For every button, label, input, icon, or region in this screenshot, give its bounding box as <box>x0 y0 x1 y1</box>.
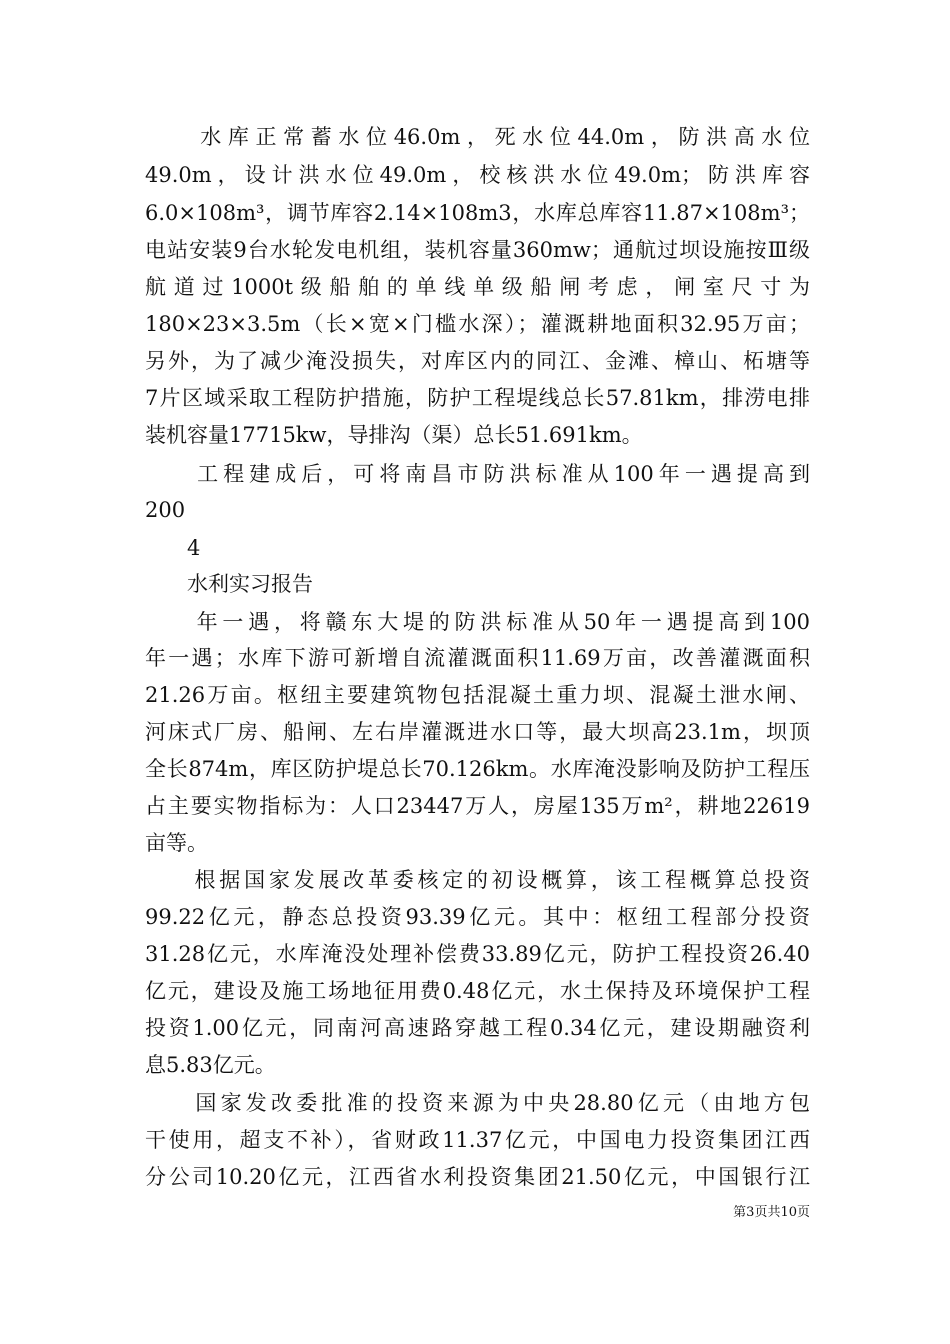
text-line: 年一遇，将赣东大堤的防洪标准从50年一遇提高到100 <box>145 610 810 634</box>
text-line: 装机容量17715kw，导排沟（渠）总长51.691km。 <box>145 423 643 447</box>
text-line: 6.0×108m³，调节库容2.14×108m3，水库总库容11.87×108m³； <box>145 201 810 225</box>
text-line: 200 <box>145 498 186 522</box>
text-line: 投资1.00亿元，同南河高速路穿越工程0.34亿元，建设期融资利 <box>145 1016 810 1040</box>
text-line: 电站安装9台水轮发电机组，装机容量360mw；通航过坝设施按Ⅲ级 <box>145 238 810 262</box>
text-line: 息5.83亿元。 <box>145 1053 276 1077</box>
text-line: 全长874m，库区防护堤总长70.126km。水库淹没影响及防护工程压 <box>145 757 810 781</box>
text-line: 21.26万亩。枢纽主要建筑物包括混凝土重力坝、混凝土泄水闸、 <box>145 683 810 707</box>
text-line: 分公司10.20亿元，江西省水利投资集团21.50亿元，中国银行江 <box>145 1165 810 1189</box>
text-line: 年一遇；水库下游可新增自流灌溉面积11.69万亩，改善灌溉面积 <box>145 646 810 670</box>
text-line: 航道过1000t级船舶的单线单级船闸考虑，闸室尺寸为 <box>145 275 810 299</box>
text-line: 国家发改委批准的投资来源为中央28.80亿元（由地方包 <box>145 1091 810 1115</box>
text-line: 占主要实物指标为：人口23447万人，房屋135万m²，耕地22619 <box>145 794 810 818</box>
text-line: 7片区域采取工程防护措施，防护工程堤线总长57.81km，排涝电排 <box>145 386 810 410</box>
section-heading: 水利实习报告 <box>145 572 313 596</box>
text-line: 河床式厂房、船闸、左右岸灌溉进水口等，最大坝高23.1m，坝顶 <box>145 720 810 744</box>
text-line: 99.22亿元，静态总投资93.39亿元。其中：枢纽工程部分投资 <box>145 905 810 929</box>
text-line: 根据国家发展改革委核定的初设概算，该工程概算总投资 <box>145 868 810 892</box>
page-footer: 第3页共10页 <box>733 1205 810 1220</box>
text-line: 亿元，建设及施工场地征用费0.48亿元，水土保持及环境保护工程 <box>145 979 810 1003</box>
text-line: 180×23×3.5m（长×宽×门槛水深）；灌溉耕地面积32.95万亩； <box>145 312 810 336</box>
text-line: 水库正常蓄水位46.0m，死水位44.0m，防洪高水位 <box>145 125 810 149</box>
text-line: 干使用，超支不补），省财政11.37亿元，中国电力投资集团江西 <box>145 1128 810 1152</box>
text-line: 亩等。 <box>145 831 208 855</box>
text-line: 49.0m，设计洪水位49.0m，校核洪水位49.0m；防洪库容 <box>145 163 810 187</box>
text-line: 31.28亿元，水库淹没处理补偿费33.89亿元，防护工程投资26.40 <box>145 942 810 966</box>
page-number-inline: 4 <box>145 536 201 560</box>
text-line: 另外，为了减少淹没损失，对库区内的同江、金滩、樟山、柘塘等 <box>145 349 810 373</box>
text-line: 工程建成后，可将南昌市防洪标准从100年一遇提高到 <box>145 462 810 486</box>
